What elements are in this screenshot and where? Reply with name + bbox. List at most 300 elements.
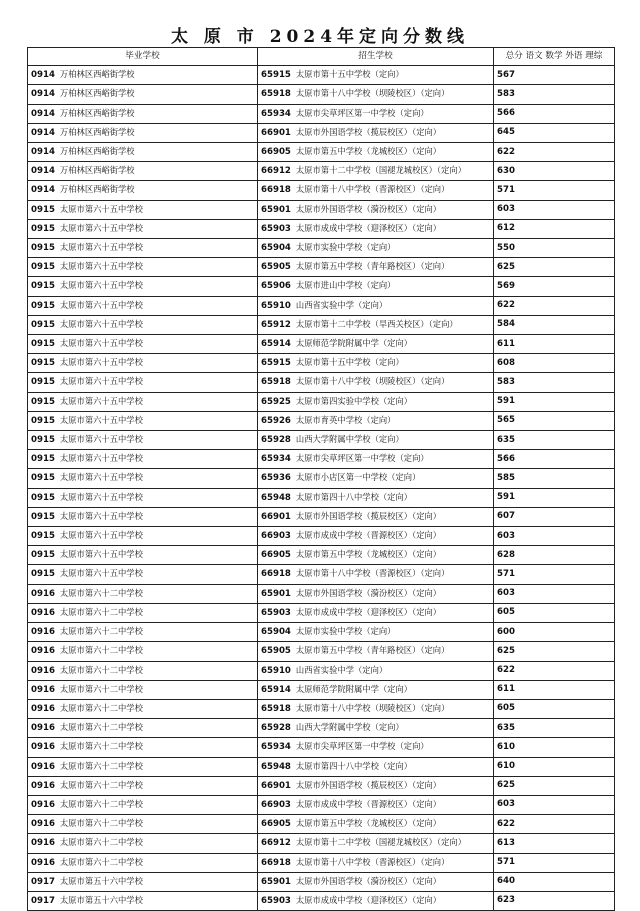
table-row	[28, 239, 615, 258]
graduate-school-code: 0916	[31, 742, 55, 753]
admit-school-name: 太原市外国语学校（揽辰校区）（定向）	[295, 510, 442, 521]
admit-school-name: 太原市第十二中学校（国褪龙城校区）（定向）	[295, 165, 466, 176]
total-score: 571	[497, 184, 515, 195]
score-cell	[494, 872, 615, 891]
graduate-school-name: 太原市第六十五中学校	[59, 318, 143, 329]
score-cell	[494, 642, 615, 661]
score-cell	[494, 507, 615, 526]
admit-school-code: 66901	[261, 511, 291, 522]
admit-school-name: 太原市成成中学校（晋源校区）（定向）	[295, 798, 442, 809]
total-score: 610	[497, 761, 515, 772]
total-score: 603	[497, 204, 515, 215]
graduate-school-cell	[28, 335, 258, 354]
graduate-school-code: 0915	[31, 339, 55, 350]
total-score: 605	[497, 607, 515, 618]
total-score: 630	[497, 165, 515, 176]
score-cell	[494, 277, 615, 296]
score-cell	[494, 200, 615, 219]
total-score: 603	[497, 588, 515, 599]
admit-school-code: 66905	[261, 550, 291, 561]
graduate-school-name: 太原市第六十二中学校	[59, 837, 143, 848]
table-row	[28, 776, 615, 795]
table-row	[28, 699, 615, 718]
score-cell	[494, 661, 615, 680]
graduate-school-code: 0915	[31, 319, 55, 330]
graduate-school-name: 太原市第六十二中学校	[59, 779, 143, 790]
admit-school-code: 65934	[261, 742, 291, 753]
graduate-school-code: 0917	[31, 876, 55, 887]
graduate-school-cell	[28, 85, 258, 104]
graduate-school-code: 0916	[31, 780, 55, 791]
table-row	[28, 565, 615, 584]
total-score: 603	[497, 530, 515, 541]
admit-school-cell	[258, 834, 494, 853]
admit-school-cell	[258, 277, 494, 296]
admit-school-code: 65936	[261, 473, 291, 484]
admit-school-code: 65926	[261, 415, 291, 426]
graduate-school-cell	[28, 392, 258, 411]
total-score: 566	[497, 108, 515, 119]
admit-school-name: 太原市第五中学校（青年路校区）（定向）	[295, 645, 450, 656]
graduate-school-name: 太原市第六十五中学校	[59, 357, 143, 368]
score-cell	[494, 162, 615, 181]
score-cell	[494, 258, 615, 277]
graduate-school-code: 0916	[31, 684, 55, 695]
total-score: 611	[497, 338, 515, 349]
graduate-school-code: 0915	[31, 435, 55, 446]
graduate-school-code: 0916	[31, 703, 55, 714]
graduate-school-name: 太原市第六十二中学校	[59, 664, 143, 675]
admit-school-name: 太原市第五中学校（龙城校区）（定向）	[295, 549, 442, 560]
score-cell	[494, 815, 615, 834]
graduate-school-name: 太原市第六十五中学校	[59, 414, 143, 425]
admit-school-name: 太原市第十八中学校（坝陵校区）（定向）	[295, 702, 450, 713]
admit-school-code: 65915	[261, 70, 291, 81]
admit-school-cell	[258, 181, 494, 200]
graduate-school-code: 0915	[31, 223, 55, 234]
graduate-school-code: 0916	[31, 723, 55, 734]
page-title: 太 原 市 2024年定向分数线	[170, 27, 470, 47]
table-row	[28, 584, 615, 603]
admit-school-name: 太原市成成中学校（迎泽校区）（定向）	[295, 222, 442, 233]
admit-school-cell	[258, 239, 494, 258]
total-score: 612	[497, 223, 515, 234]
table-row	[28, 450, 615, 469]
admit-school-code: 65928	[261, 723, 291, 734]
score-cell	[494, 296, 615, 315]
graduate-school-code: 0916	[31, 627, 55, 638]
graduate-school-cell	[28, 757, 258, 776]
graduate-school-name: 太原市第六十五中学校	[59, 222, 143, 233]
graduate-school-code: 0916	[31, 819, 55, 830]
table-row	[28, 411, 615, 430]
score-cell	[494, 411, 615, 430]
graduate-school-name: 万柏林区西峪街学校	[59, 184, 135, 195]
graduate-school-cell	[28, 853, 258, 872]
table-row	[28, 354, 615, 373]
admit-school-name: 太原市第五中学校（青年路校区）（定向）	[295, 261, 450, 272]
table-row	[28, 642, 615, 661]
graduate-school-cell	[28, 469, 258, 488]
graduate-school-code: 0915	[31, 473, 55, 484]
admit-school-code: 65912	[261, 319, 291, 330]
admit-school-code: 65934	[261, 454, 291, 465]
graduate-school-name: 太原市第六十五中学校	[59, 530, 143, 541]
admit-school-code: 65901	[261, 204, 291, 215]
table-header-row	[28, 48, 615, 66]
graduate-school-cell	[28, 661, 258, 680]
graduate-school-cell	[28, 431, 258, 450]
graduate-school-code: 0915	[31, 415, 55, 426]
graduate-school-cell	[28, 66, 258, 85]
graduate-school-code: 0915	[31, 511, 55, 522]
graduate-school-name: 太原市第六十五中学校	[59, 242, 143, 253]
graduate-school-code: 0915	[31, 262, 55, 273]
admit-school-cell	[258, 584, 494, 603]
graduate-school-cell	[28, 565, 258, 584]
table-row	[28, 335, 615, 354]
graduate-school-cell	[28, 123, 258, 142]
graduate-school-name: 太原市第六十二中学校	[59, 626, 143, 637]
graduate-school-cell	[28, 296, 258, 315]
admit-school-cell	[258, 431, 494, 450]
score-cell	[494, 335, 615, 354]
score-cell	[494, 546, 615, 565]
admit-school-cell	[258, 66, 494, 85]
admit-school-code: 65901	[261, 876, 291, 887]
graduate-school-code: 0916	[31, 588, 55, 599]
graduate-school-code: 0916	[31, 665, 55, 676]
graduate-school-name: 太原市第六十五中学校	[59, 338, 143, 349]
admit-school-cell	[258, 661, 494, 680]
total-score: 608	[497, 357, 515, 368]
admit-school-name: 太原市第十二中学校（旱西关校区）（定向）	[295, 318, 458, 329]
total-score: 603	[497, 799, 515, 810]
admit-school-cell	[258, 373, 494, 392]
graduate-school-cell	[28, 642, 258, 661]
admit-school-code: 65910	[261, 665, 291, 676]
graduate-school-code: 0915	[31, 454, 55, 465]
table-row	[28, 392, 615, 411]
admit-school-code: 65903	[261, 607, 291, 618]
graduate-school-name: 太原市第六十五中学校	[59, 472, 143, 483]
graduate-school-name: 太原市第六十二中学校	[59, 760, 143, 771]
admit-school-cell	[258, 296, 494, 315]
total-score: 584	[497, 319, 515, 330]
graduate-school-cell	[28, 738, 258, 757]
table-row	[28, 853, 615, 872]
admit-school-name: 太原市进山中学校（定向）	[295, 280, 396, 291]
total-score: 645	[497, 127, 515, 138]
admit-school-name: 太原市外国语学校（揽辰校区）（定向）	[295, 779, 442, 790]
table-row	[28, 546, 615, 565]
graduate-school-name: 太原市第六十五中学校	[59, 510, 143, 521]
total-score: 605	[497, 703, 515, 714]
score-cell	[494, 834, 615, 853]
admit-school-name: 太原市第四十八中学校（定向）	[295, 491, 413, 502]
admit-school-name: 太原市第十八中学校（晋源校区）（定向）	[295, 184, 450, 195]
score-cell	[494, 738, 615, 757]
table-row	[28, 603, 615, 622]
admit-school-code: 65903	[261, 223, 291, 234]
graduate-school-code: 0916	[31, 838, 55, 849]
graduate-school-name: 太原市第六十二中学校	[59, 683, 143, 694]
graduate-school-code: 0915	[31, 300, 55, 311]
graduate-school-code: 0916	[31, 761, 55, 772]
table-row	[28, 431, 615, 450]
admit-school-code: 66912	[261, 166, 291, 177]
score-cell	[494, 219, 615, 238]
admit-school-name: 太原市尖草坪区第一中学校（定向）	[295, 107, 429, 118]
admit-school-code: 65901	[261, 588, 291, 599]
graduate-school-cell	[28, 488, 258, 507]
total-score: 583	[497, 376, 515, 387]
admit-school-cell	[258, 104, 494, 123]
graduate-school-name: 太原市第六十五中学校	[59, 568, 143, 579]
total-score: 565	[497, 415, 515, 426]
admit-school-cell	[258, 354, 494, 373]
graduate-school-code: 0914	[31, 127, 55, 138]
admit-school-cell	[258, 392, 494, 411]
admit-school-name: 太原市第十八中学校（晋源校区）（定向）	[295, 856, 450, 867]
graduate-school-code: 0914	[31, 185, 55, 196]
total-score: 571	[497, 568, 515, 579]
table-row	[28, 315, 615, 334]
score-cell	[494, 623, 615, 642]
admit-school-cell	[258, 642, 494, 661]
admit-school-code: 66901	[261, 127, 291, 138]
total-score: 622	[497, 146, 515, 157]
admit-school-name: 太原市成成中学校（迎泽校区）（定向）	[295, 894, 442, 905]
admit-school-code: 66903	[261, 799, 291, 810]
total-score: 613	[497, 837, 515, 848]
admit-school-name: 太原市第五中学校（龙城校区）（定向）	[295, 818, 442, 829]
table-row	[28, 296, 615, 315]
graduate-school-name: 太原市第五十六中学校	[59, 894, 143, 905]
graduate-school-cell	[28, 584, 258, 603]
table-row	[28, 488, 615, 507]
total-score: 591	[497, 492, 515, 503]
admit-school-name: 太原市外国语学校（揽辰校区）（定向）	[295, 126, 442, 137]
graduate-school-code: 0915	[31, 550, 55, 561]
graduate-school-code: 0916	[31, 646, 55, 657]
total-score: 610	[497, 741, 515, 752]
graduate-school-cell	[28, 776, 258, 795]
admit-school-code: 65918	[261, 703, 291, 714]
admit-school-name: 太原市第十五中学校（定向）	[295, 357, 404, 368]
admit-school-code: 65948	[261, 761, 291, 772]
graduate-school-name: 太原市第六十二中学校	[59, 606, 143, 617]
admit-school-cell	[258, 757, 494, 776]
score-cell	[494, 104, 615, 123]
admit-school-cell	[258, 565, 494, 584]
admit-school-cell	[258, 488, 494, 507]
admit-school-code: 65904	[261, 243, 291, 254]
admit-school-name: 山西大学附属中学校（定向）	[295, 722, 404, 733]
admit-school-name: 太原市第十八中学校（晋源校区）（定向）	[295, 568, 450, 579]
graduate-school-name: 太原市第六十五中学校	[59, 453, 143, 464]
table-row	[28, 277, 615, 296]
graduate-school-cell	[28, 239, 258, 258]
score-cell	[494, 719, 615, 738]
admit-school-cell	[258, 853, 494, 872]
graduate-school-code: 0915	[31, 358, 55, 369]
score-cell	[494, 354, 615, 373]
score-cell	[494, 603, 615, 622]
table-row	[28, 891, 615, 910]
admit-school-cell	[258, 891, 494, 910]
admit-school-cell	[258, 719, 494, 738]
table-row	[28, 123, 615, 142]
admit-school-code: 66901	[261, 780, 291, 791]
admit-school-code: 65934	[261, 108, 291, 119]
graduate-school-name: 太原市第六十五中学校	[59, 299, 143, 310]
graduate-school-cell	[28, 450, 258, 469]
score-cell	[494, 469, 615, 488]
score-cell	[494, 239, 615, 258]
table-row	[28, 719, 615, 738]
total-score: 635	[497, 434, 515, 445]
admit-school-code: 65915	[261, 358, 291, 369]
score-cell	[494, 66, 615, 85]
graduate-school-code: 0916	[31, 607, 55, 618]
total-score: 628	[497, 549, 515, 560]
graduate-school-cell	[28, 623, 258, 642]
total-score: 567	[497, 69, 515, 80]
score-cell	[494, 853, 615, 872]
admit-school-code: 66918	[261, 857, 291, 868]
admit-school-name: 太原市第四实验中学校（定向）	[295, 395, 413, 406]
graduate-school-cell	[28, 258, 258, 277]
graduate-school-name: 万柏林区西峪街学校	[59, 146, 135, 157]
graduate-school-cell	[28, 795, 258, 814]
admit-school-name: 山西省实验中学（定向）	[295, 299, 388, 310]
graduate-school-name: 太原市第六十五中学校	[59, 376, 143, 387]
admit-school-cell	[258, 815, 494, 834]
graduate-school-cell	[28, 277, 258, 296]
header-score: 总分 语文 数学 外语 理综	[494, 48, 615, 66]
admit-school-cell	[258, 795, 494, 814]
table-row	[28, 181, 615, 200]
total-score: 623	[497, 895, 515, 906]
table-row	[28, 738, 615, 757]
admit-school-cell	[258, 872, 494, 891]
table-row	[28, 469, 615, 488]
score-table	[27, 47, 615, 911]
admit-school-cell	[258, 258, 494, 277]
graduate-school-cell	[28, 699, 258, 718]
score-cell	[494, 315, 615, 334]
admit-school-code: 65904	[261, 627, 291, 638]
graduate-school-name: 太原市第六十五中学校	[59, 280, 143, 291]
admit-school-code: 66903	[261, 531, 291, 542]
admit-school-cell	[258, 699, 494, 718]
graduate-school-code: 0916	[31, 857, 55, 868]
graduate-school-name: 太原市第六十五中学校	[59, 491, 143, 502]
graduate-school-cell	[28, 143, 258, 162]
admit-school-code: 65948	[261, 492, 291, 503]
score-cell	[494, 527, 615, 546]
table-row	[28, 258, 615, 277]
table-row	[28, 757, 615, 776]
admit-school-name: 太原市育英中学校（定向）	[295, 414, 396, 425]
score-cell	[494, 795, 615, 814]
score-cell	[494, 392, 615, 411]
graduate-school-code: 0915	[31, 531, 55, 542]
graduate-school-cell	[28, 104, 258, 123]
admit-school-cell	[258, 450, 494, 469]
total-score: 625	[497, 645, 515, 656]
admit-school-cell	[258, 411, 494, 430]
total-score: 622	[497, 665, 515, 675]
admit-school-cell	[258, 623, 494, 642]
score-cell	[494, 431, 615, 450]
admit-school-name: 太原市第十五中学校（定向）	[295, 69, 404, 80]
admit-school-name: 太原市第十二中学校（国褪龙城校区）（定向）	[295, 837, 466, 848]
graduate-school-code: 0915	[31, 281, 55, 292]
admit-school-name: 太原市小店区第一中学校（定向）	[295, 472, 421, 483]
graduate-school-code: 0915	[31, 243, 55, 254]
admit-school-name: 太原市实验中学校（定向）	[295, 626, 396, 637]
admit-school-code: 65903	[261, 895, 291, 906]
graduate-school-cell	[28, 507, 258, 526]
graduate-school-name: 太原市第六十二中学校	[59, 741, 143, 752]
score-cell	[494, 488, 615, 507]
total-score: 611	[497, 684, 515, 695]
admit-school-code: 66918	[261, 569, 291, 580]
total-score: 591	[497, 396, 515, 407]
admit-school-code: 65905	[261, 646, 291, 657]
total-score: 635	[497, 722, 515, 733]
table-row	[28, 623, 615, 642]
graduate-school-name: 太原市第六十二中学校	[59, 645, 143, 656]
graduate-school-code: 0915	[31, 377, 55, 388]
admit-school-name: 太原市成成中学校（迎泽校区）（定向）	[295, 606, 442, 617]
admit-school-cell	[258, 85, 494, 104]
score-cell	[494, 181, 615, 200]
graduate-school-cell	[28, 815, 258, 834]
graduate-school-cell	[28, 315, 258, 334]
total-score: 625	[497, 780, 515, 791]
admit-school-code: 65918	[261, 89, 291, 100]
admit-school-code: 65914	[261, 684, 291, 695]
total-score: 640	[497, 876, 515, 887]
score-cell	[494, 565, 615, 584]
admit-school-cell	[258, 219, 494, 238]
admit-school-code: 65925	[261, 396, 291, 407]
graduate-school-name: 太原市第六十五中学校	[59, 203, 143, 214]
header-graduate-school: 毕业学校	[28, 48, 258, 66]
graduate-school-code: 0915	[31, 492, 55, 503]
admit-school-cell	[258, 469, 494, 488]
admit-school-name: 太原市第四十八中学校（定向）	[295, 760, 413, 771]
admit-school-name: 太原市成成中学校（晋源校区）（定向）	[295, 530, 442, 541]
graduate-school-code: 0914	[31, 89, 55, 100]
table-row	[28, 200, 615, 219]
admit-school-code: 66918	[261, 185, 291, 196]
score-cell	[494, 85, 615, 104]
graduate-school-cell	[28, 834, 258, 853]
graduate-school-code: 0914	[31, 70, 55, 81]
admit-school-code: 66912	[261, 838, 291, 849]
table-row	[28, 834, 615, 853]
admit-school-cell	[258, 603, 494, 622]
admit-school-cell	[258, 680, 494, 699]
admit-school-name: 太原市第十八中学校（坝陵校区）（定向）	[295, 88, 450, 99]
graduate-school-cell	[28, 411, 258, 430]
score-cell	[494, 699, 615, 718]
graduate-school-name: 太原市第六十五中学校	[59, 395, 143, 406]
